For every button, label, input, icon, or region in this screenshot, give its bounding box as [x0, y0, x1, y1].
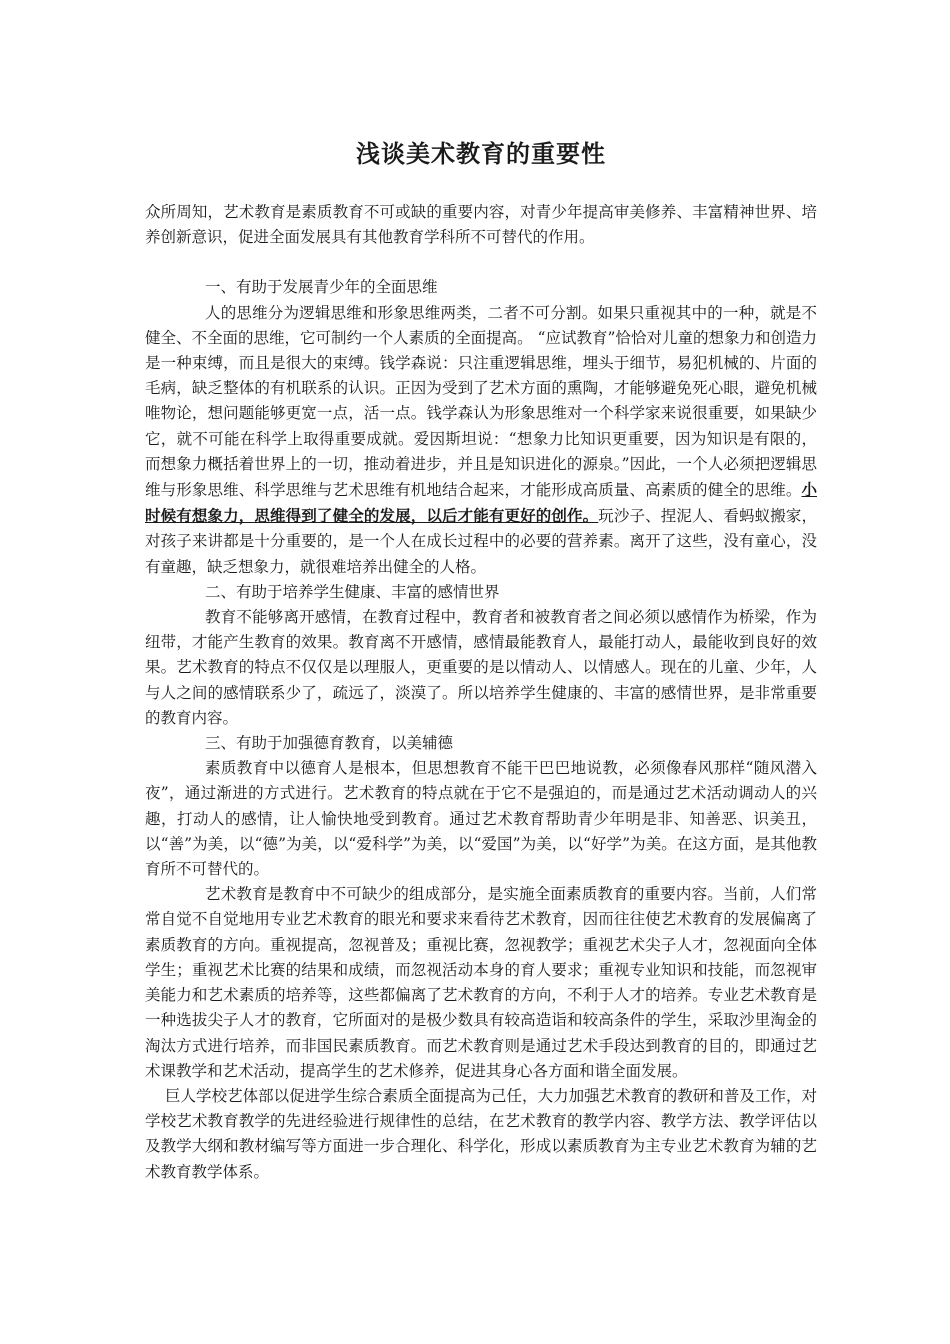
intro-paragraph: 众所周知，艺术教育是素质教育不可或缺的重要内容，对青少年提高审美修养、丰富精神世界、培养创新意识，促进全面发展具有其他教育学科所不可替代的作用。	[145, 203, 817, 247]
section-2-heading: 二、有助于培养学生健康、丰富的感情世界	[205, 582, 500, 601]
section-3-heading: 三、有助于加强德育教育，以美辅德	[205, 734, 454, 753]
section-1-paragraph	[145, 301, 817, 580]
closing-paragraph: 巨人学校艺体部以促进学生综合素质全面提高为己任，大力加强艺术教育的教研和普及工作，对学校艺术教育教学的先进经验进行规律性的总结，在艺术教育的教学内容、教学方法、教学评估以及教学大纲和教材编写等方面进一步合理化、科学化，形成以素质教育为主专业艺术教育为辅的艺术教育教学体系。	[145, 1086, 817, 1181]
section-2-paragraph: 教育不能够离开感情，在教育过程中，教育者和被教育者之间必须以感情作为桥梁，作为纽带，才能产生教育的效果。教育离不开感情，感情最能教育人，最能打动人，最能收到良好的效果。艺术教育的特点不仅仅是以理服人，更重要的是以情动人、以情感人。现在的儿童、少年，人与人之间的感情联系少了，疏远了，淡漠了。所以培养学生健康的、丰富的感情世界，是非常重要的教育内容。	[145, 608, 817, 727]
section-3-paragraph-2: 艺术教育是教育中不可缺少的组成部分，是实施全面素质教育的重要内容。当前，人们常常自觉不自觉地用专业艺术教育的眼光和要求来看待艺术教育，因而往往使艺术教育的发展偏离了素质教育的方向。重视提高，忽视普及；重视比赛，忽视教学；重视艺术尖子人才，忽视面向全体学生；重视艺术比赛的结果和成绩，而忽视活动本身的育人要求；重视专业知识和技能，而忽视审美能力和艺术素质的培养等，这些都偏离了艺术教育的方向，不利于人才的培养。专业艺术教育是一种选拔尖子人才的教育，它所面对的是极少数具有较高造诣和较高条件的学生，采取沙里淘金的淘汰方式进行培养，而非国民素质教育。而艺术教育则是通过艺术手段达到教育的目的，即通过艺术课教学和艺术活动，提高学生的艺术修养，促进其身心各方面和谐全面发展。	[145, 885, 817, 1080]
section-1-text-after: 玩沙子、捏泥人、看蚂蚁搬家，对孩子来讲都是十分重要的，是一个人在成长过程中的必要的营养素。离开了这些，没有童心，没有童趣，缺乏想象力，就很难培养出健全的人格。	[145, 507, 817, 576]
document-body	[145, 200, 817, 1185]
section-1-text-before: 人的思维分为逻辑思维和形象思维两类，二者不可分割。如果只重视其中的一种，就是不健全、不全面的思维，它可制约一个人素质的全面提高。 “应试教育”恰恰对儿童的想象力和创造力是一种束缚，而且是很大的束缚。钱学森说：只注重逻辑思维，埋头于细节，易犯机械的、片面的毛病，缺乏整体的有机联系的认识。正因为受到了艺术方面的熏陶，才能够避免死心眼，避免机械唯物论，想问题能够更宽一点，活一点。钱学森认为形象思维对一个科学家来说很重要，如果缺少它，就不可能在科学上取得重要成就。爱因斯坦说：“想象力比知识更重要，因为知识是有限的，而想象力概括着世界上的一切，推动着进步，并且是知识进化的源泉。”因此，一个人必须把逻辑思维与形象思维、科学思维与艺术思维有机地结合起来，才能形成高质量、高素质的健全的思维。	[145, 303, 817, 500]
section-1-emphasis: 小时候有想象力，思维得到了健全的发展，以后才能有更好的创作。	[145, 480, 817, 526]
document-title: 浅谈美术教育的重要性	[356, 140, 606, 168]
section-3-paragraph-1: 素质教育中以德育人是根本，但思想教育不能干巴巴地说教，必须像春风那样“随风潜入夜”，通过渐进的方式进行。艺术教育的特点就在于它不是强迫的，而是通过艺术活动调动人的兴趣，打动人的感情，让人愉快地受到教育。通过艺术教育帮助青少年明是非、知善恶、识美丑，以“善”为美，以“德”为美，以“爱科学”为美，以“爱国”为美，以“好学”为美。在这方面，是其他教育所不可替代的。	[145, 759, 817, 879]
section-1-heading: 一、有助于发展青少年的全面思维	[205, 278, 438, 297]
